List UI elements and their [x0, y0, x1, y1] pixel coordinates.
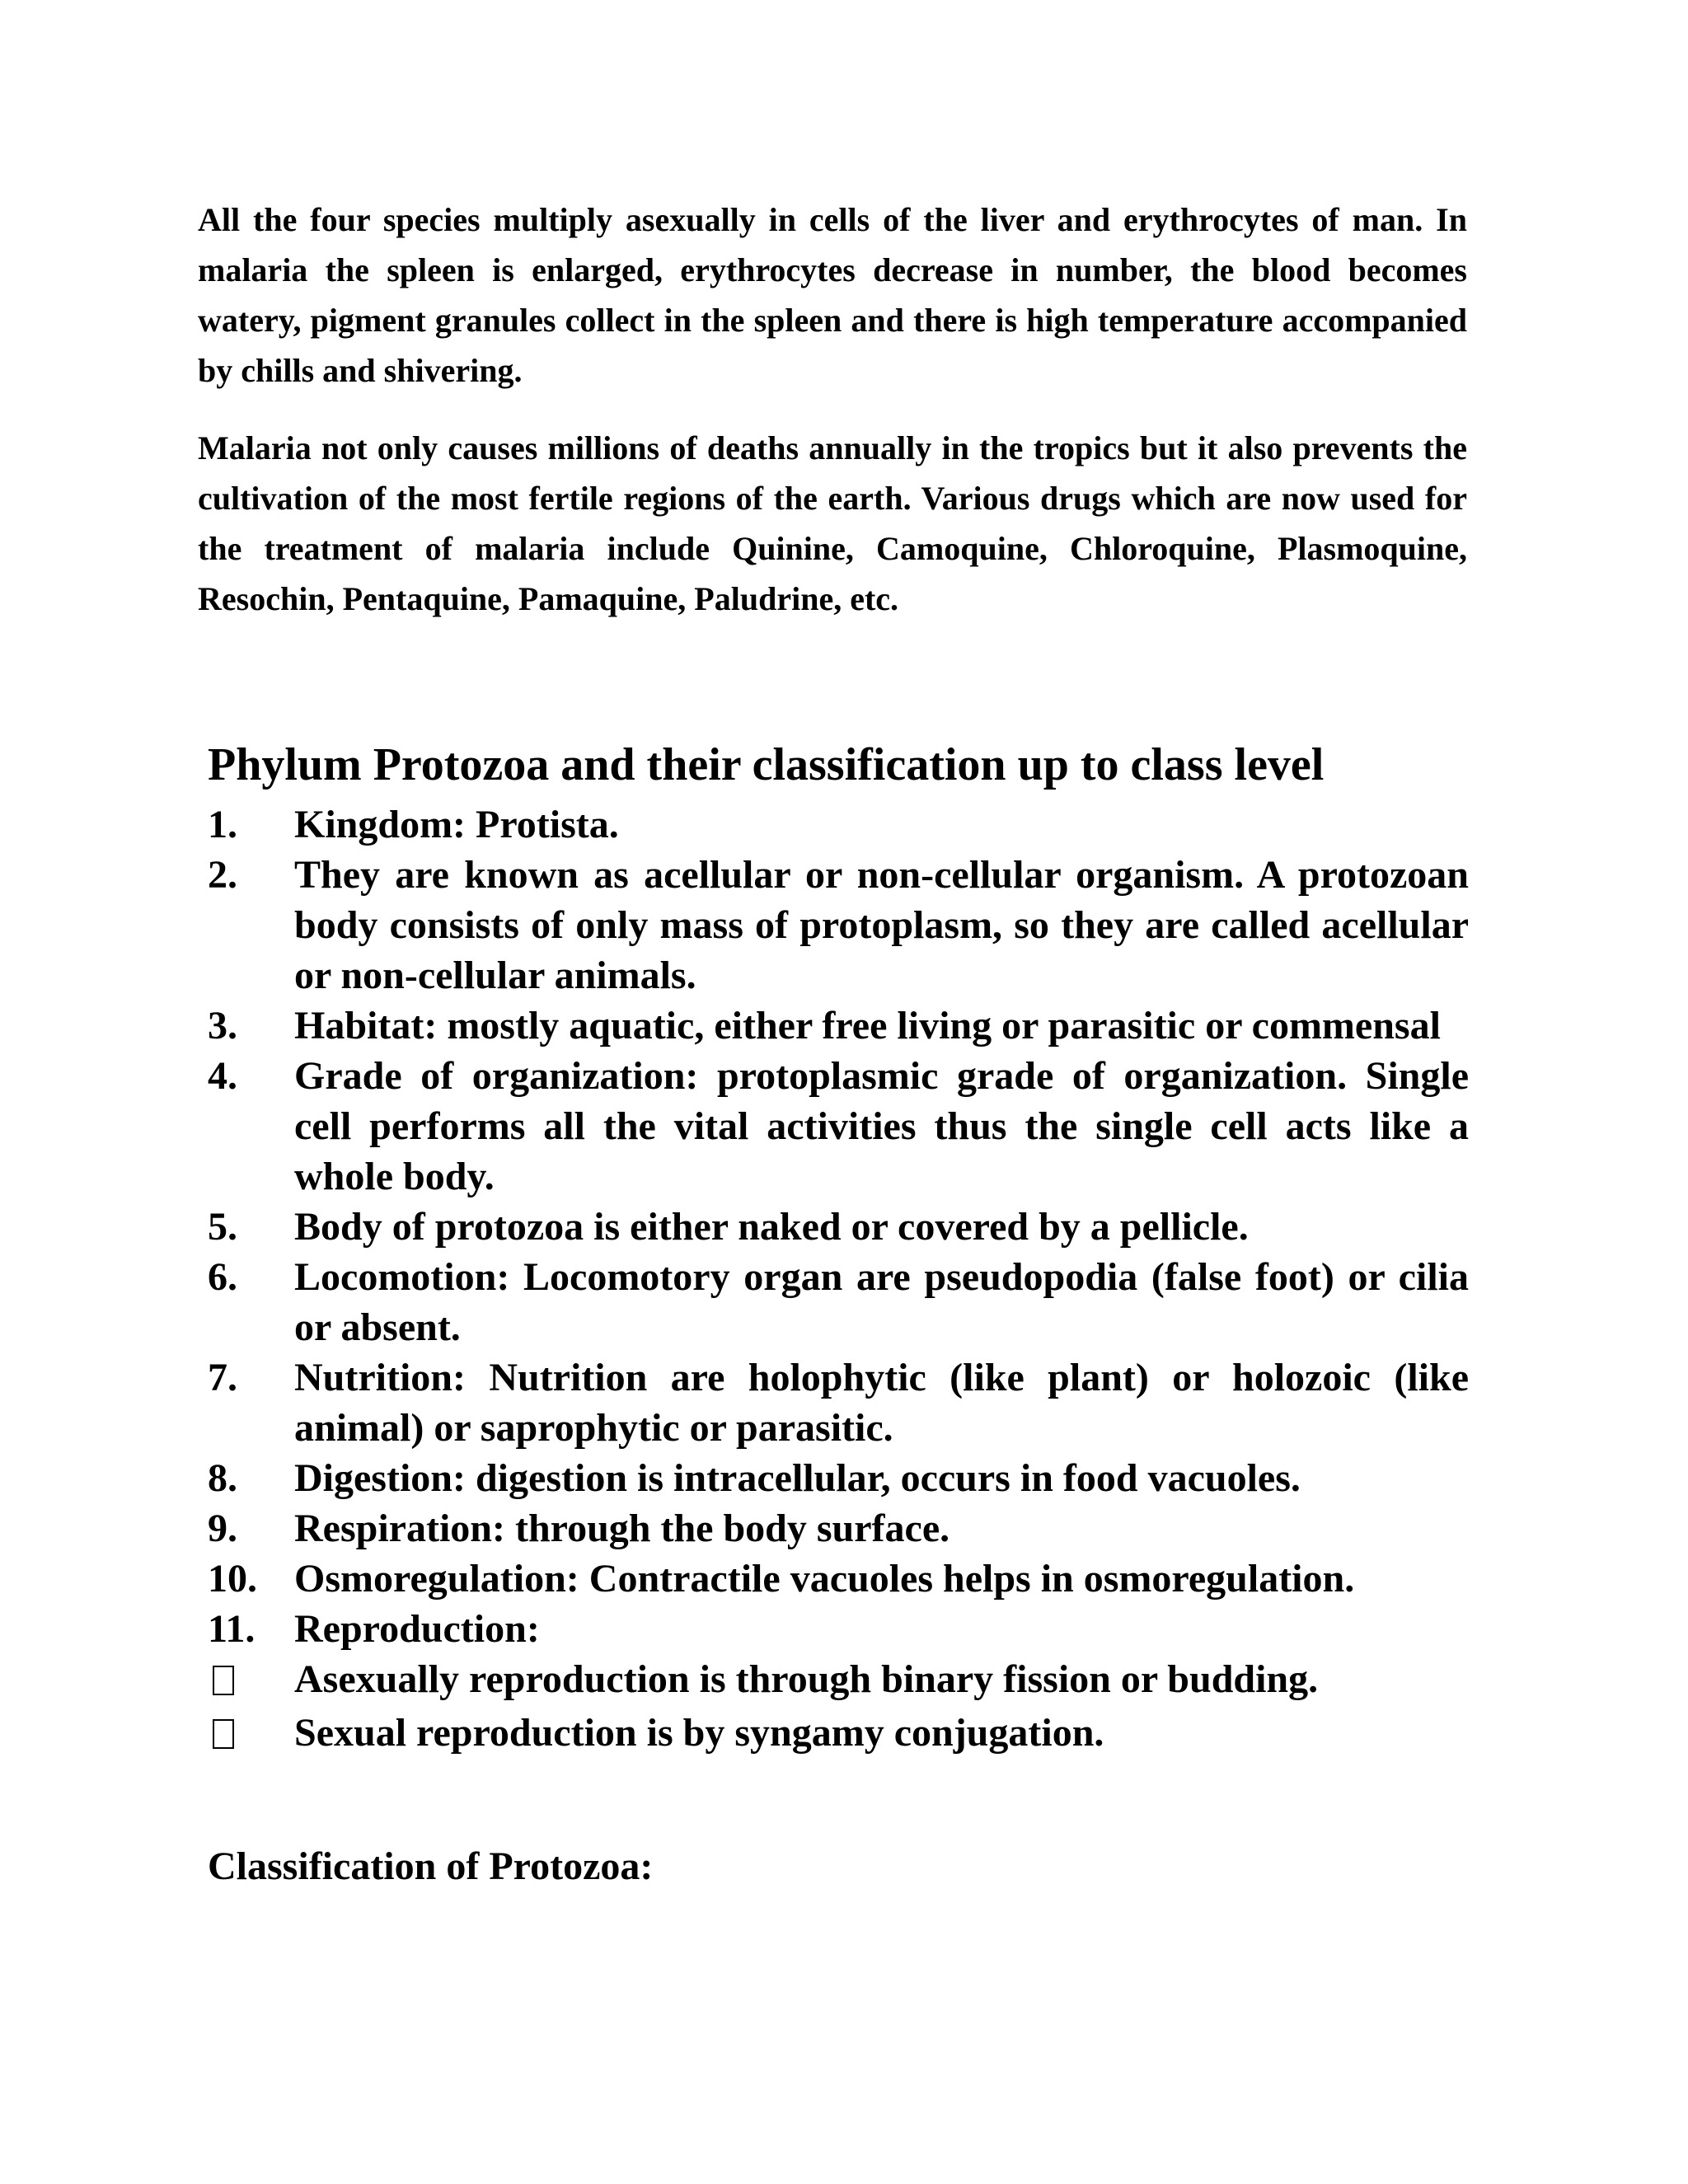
list-item: [208, 1554, 1469, 1604]
list-text: Locomotion: Locomotory organ are pseudopodia (false foot) or cilia or absent.: [294, 1255, 1469, 1349]
list-item: [208, 1051, 1469, 1202]
list-item: [208, 1503, 1469, 1554]
list-text: Digestion: digestion is intracellular, occurs in food vacuoles.: [294, 1456, 1301, 1500]
list-number: 11.: [208, 1607, 256, 1651]
list-item: [208, 1252, 1469, 1352]
list-text: Body of protozoa is either naked or covered by a pellicle.: [294, 1205, 1249, 1249]
list-number: 6.: [208, 1255, 237, 1299]
paragraph-malaria-treatment: Malaria not only causes millions of deaths annually in the tropics but it also prevents the cultivation of the most fertile regions of the earth. Various drugs which are now used for the treatment of malaria include Quinine, Camoquine, Chloroquine, Plasmoquine, Resochin, Pentaquine, Pamaquine, Paludrine, etc.: [198, 429, 1467, 617]
list-number: 4.: [208, 1054, 237, 1098]
bullet-text: Asexually reproduction is through binary fission or budding.: [294, 1657, 1319, 1701]
list-text: Respiration: through the body surface.: [294, 1507, 950, 1550]
list-number: 9.: [208, 1507, 237, 1550]
list-item: [208, 1604, 1469, 1654]
list-item: [208, 1453, 1469, 1503]
list-number: 2.: [208, 853, 237, 897]
list-number: 10.: [208, 1557, 257, 1601]
list-text: Reproduction:: [294, 1607, 540, 1651]
list-item: [208, 799, 1469, 850]
list-item: [208, 1202, 1469, 1252]
bullet-item: [208, 1654, 1469, 1708]
list-number: 1.: [208, 803, 237, 846]
characteristics-list: [208, 799, 1469, 1761]
classification-heading: Classification of Protozoa:: [208, 1844, 654, 1888]
list-number: 7.: [208, 1356, 237, 1399]
list-text: Grade of organization: protoplasmic grade of organization. Single cell performs all the vital activities thus the single cell acts like a whole body.: [294, 1054, 1469, 1198]
list-text: Osmoregulation: Contractile vacuoles helps in osmoregulation.: [294, 1557, 1355, 1601]
list-number: 5.: [208, 1205, 237, 1249]
missing-glyph-box-icon: [213, 1719, 234, 1749]
paragraph-malaria-symptoms: All the four species multiply asexually in cells of the liver and erythrocytes of man. In malaria the spleen is enlarged, erythrocytes decrease in number, the blood becomes watery, pigment granules collect in the spleen and there is high temperature accompanied by chills and shivering.: [198, 201, 1467, 389]
missing-glyph-box-icon: [213, 1666, 234, 1695]
list-item: [208, 1001, 1469, 1051]
list-text: Nutrition: Nutrition are holophytic (like plant) or holozoic (like animal) or saprophytic or parasitic.: [294, 1356, 1469, 1450]
list-item: [208, 1352, 1469, 1453]
list-item: [208, 850, 1469, 1001]
list-number: 3.: [208, 1004, 237, 1047]
list-text: They are known as acellular or non-cellular organism. A protozoan body consists of only mass of protoplasm, so they are called acellular or non-cellular animals.: [294, 853, 1469, 997]
list-text: Habitat: mostly aquatic, either free living or parasitic or commensal: [294, 1004, 1441, 1047]
list-number: 8.: [208, 1456, 237, 1500]
list-text: Kingdom: Protista.: [294, 803, 619, 846]
bullet-item: [208, 1708, 1469, 1761]
section-heading: Phylum Protozoa and their classification up to class level: [208, 739, 1325, 790]
bullet-text: Sexual reproduction is by syngamy conjugation.: [294, 1711, 1104, 1755]
